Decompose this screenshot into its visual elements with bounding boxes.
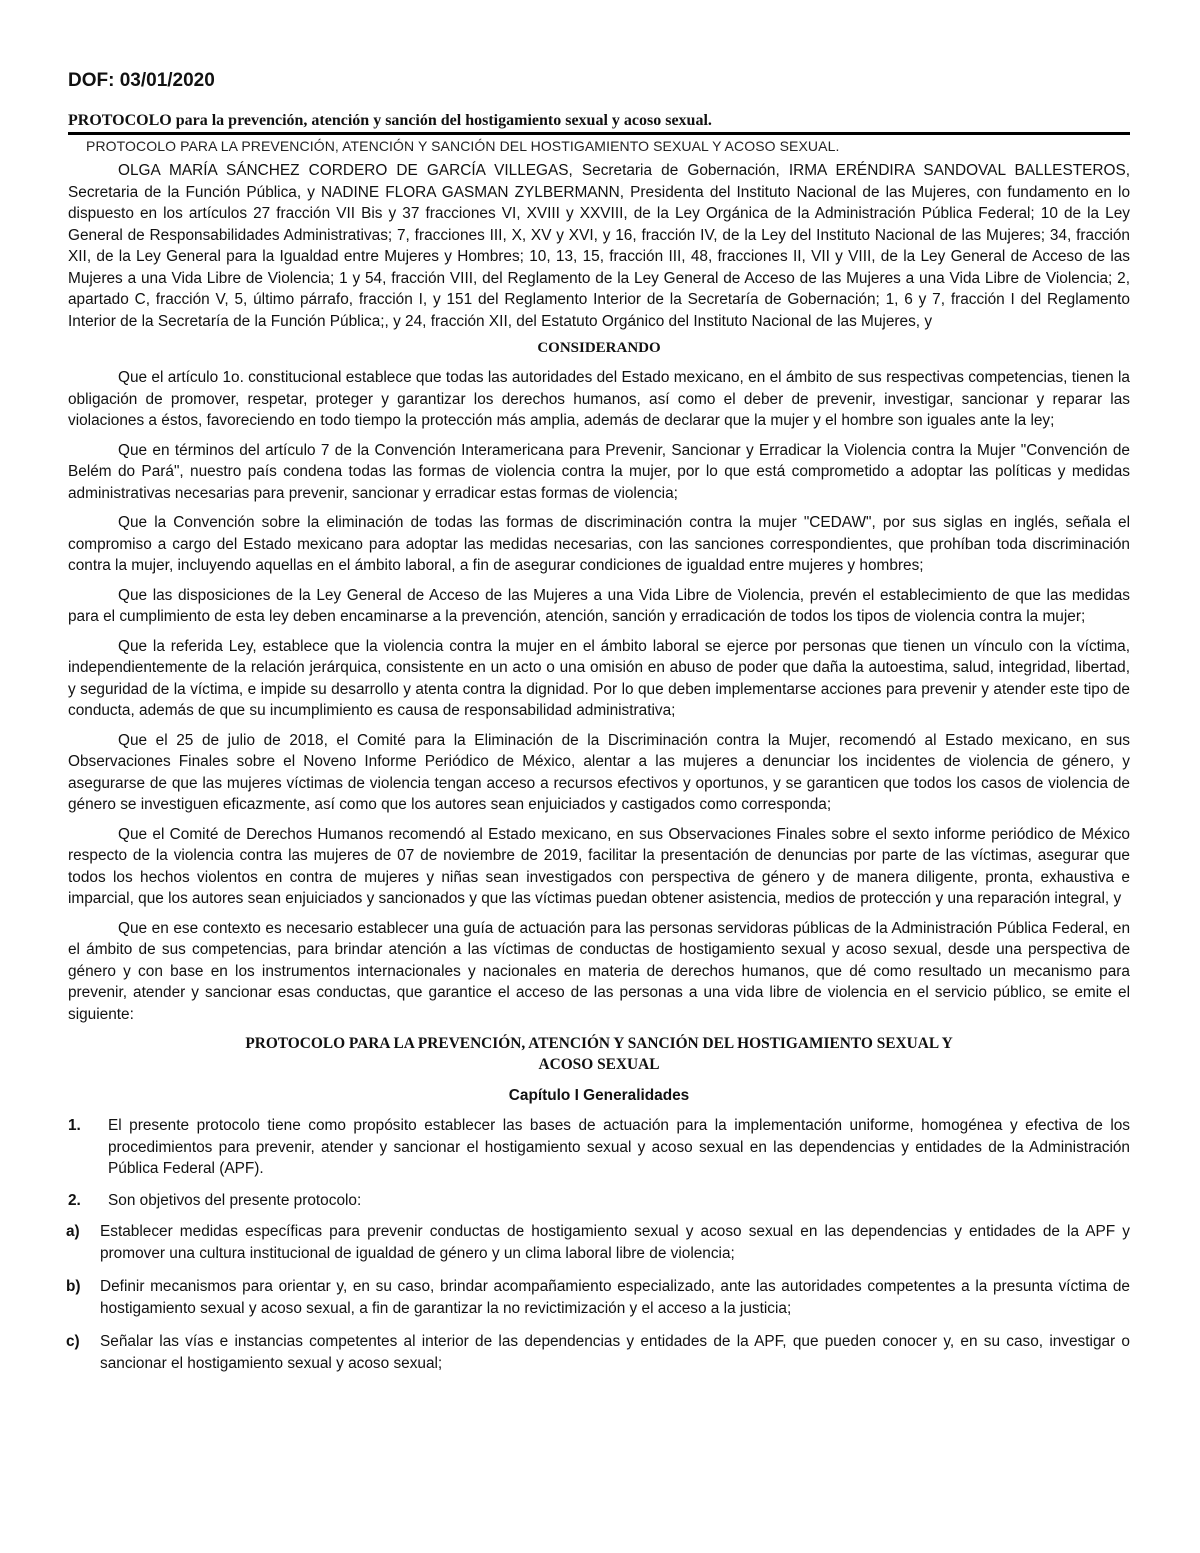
item-text: El presente protocolo tiene como propósito establecer las bases de actuación para la implementación uniforme, homogénea y efectiva de los procedimientos para prevenir, atender y sancionar el hostigamiento sexual y acoso sexual en las dependencias y entidades de la Administración Pública Federal (APF). xyxy=(108,1117,1130,1177)
protocol-heading-line-2: ACOSO SEXUAL xyxy=(538,1056,660,1073)
considerando-paragraph: Que las disposiciones de la Ley General de Acceso de las Mujeres a una Vida Libre de Violencia, prevén el establecimiento de que las medidas para el cumplimiento de esta ley deben encaminarse a la prevención, atención, sanción y erradicación de todos los tipos de violencia contra la mujer; xyxy=(68,586,1130,625)
considerando-heading: CONSIDERANDO xyxy=(537,340,661,356)
intro-paragraph: OLGA MARÍA SÁNCHEZ CORDERO DE GARCÍA VILLEGAS, Secretaria de Gobernación, IRMA ERÉNDIRA SANDOVAL BALLESTEROS, Secretaria de la Función Pública, y NADINE FLORA GASMAN ZYLBERMANN, Presidenta del Instituto Nacional de las Mujeres, con fundamento en lo dispuesto en los artículos 27 fracción VII Bis y 37 fracciones VI, XVIII y XXVIII, de la Ley Orgánica de la Administración Pública Federal; 10 de la Ley General de Responsabilidades Administrativas; 7, fracciones III, X, XV y XVI, y 16, fracción IV, de la Ley del Instituto Nacional de las Mujeres; 34, fracción XII, de la Ley General para la Igualdad entre Mujeres y Hombres; 10, 13, 15, fracción III, 48, fracciones II, VII y VIII, de la Ley General de Acceso de las Mujeres a una Vida Libre de Violencia; 1 y 54, fracción VIII, del Reglamento de la Ley General de Acceso de las Mujeres a una Vida Libre de Violencia; 2, apartado C, fracción V, 5, último párrafo, fracción I, y 151 del Reglamento Interior de la Secretaría de Gobernación; 1, 6 y 7, fracción I del Reglamento Interior de la Secretaría de la Función Pública;, y 24, fracción XII, del Estatuto Orgánico del Instituto Nacional de las Mujeres, y xyxy=(68,162,1130,330)
document-subtitle: PROTOCOLO PARA LA PREVENCIÓN, ATENCIÓN Y SANCIÓN DEL HOSTIGAMIENTO SEXUAL Y ACOSO SEXUAL. xyxy=(86,138,840,154)
lettered-list xyxy=(68,1221,1130,1374)
item-letter: c) xyxy=(66,1333,80,1350)
lettered-item xyxy=(66,1331,1130,1374)
item-text: Definir mecanismos para orientar y, en su caso, brindar acompañamiento especializado, ante las autoridades competentes a la presunta víctima de hostigamiento sexual y acoso sexual, a fin de garantizar la no revictimización y el acceso a la justicia; xyxy=(100,1278,1130,1317)
document-title: PROTOCOLO para la prevención, atención y sanción del hostigamiento sexual y acoso sexual. xyxy=(68,112,1130,135)
protocol-heading-line-1: PROTOCOLO PARA LA PREVENCIÓN, ATENCIÓN Y SANCIÓN DEL HOSTIGAMIENTO SEXUAL Y xyxy=(245,1035,953,1052)
considerando-paragraph: Que en términos del artículo 7 de la Convención Interamericana para Prevenir, Sancionar y Erradicar la Violencia contra la Mujer "Convención de Belém do Pará", nuestro país condena todas las formas de violencia contra la mujer, por lo que está comprometido a adoptar las políticas y medidas administrativas necesarias para prevenir, sancionar y erradicar estas formas de violencia; xyxy=(68,441,1130,502)
document-page xyxy=(68,70,1130,1386)
considerando-paragraph: Que el 25 de julio de 2018, el Comité para la Eliminación de la Discriminación contra la Mujer, recomendó al Estado mexicano, en sus Observaciones Finales sobre el Noveno Informe Periódico de México, alentar a las mujeres a denunciar los incidentes de violencia de género, y asegurarse de que las mujeres víctimas de violencia tengan acceso a recursos efectivos y oportunos, y se garanticen que todos los casos de violencia de género se investiguen eficazmente, así como que los autores sean enjuiciados y castigados como corresponda; xyxy=(68,731,1130,813)
item-text: Señalar las vías e instancias competentes al interior de las dependencias y entidades de la APF, que pueden conocer y, en su caso, investigar o sancionar el hostigamiento sexual y acoso sexual; xyxy=(100,1333,1130,1372)
chapter-heading: Capítulo I Generalidades xyxy=(508,1087,690,1104)
numbered-item xyxy=(68,1190,1130,1212)
item-text: Son objetivos del presente protocolo: xyxy=(108,1191,362,1209)
considerando-paragraph: Que la Convención sobre la eliminación de todas las formas de discriminación contra la mujer "CEDAW", por sus siglas en inglés, señala el compromiso a cargo del Estado mexicano para adoptar las medidas necesarias, con las sanciones correspondientes, que prohíban toda discriminación contra la mujer, incluyendo aquellas en el ámbito laboral, a fin de asegurar condiciones de igualdad entre mujeres y hombres; xyxy=(68,514,1130,574)
protocol-heading xyxy=(68,1033,1130,1075)
lettered-item xyxy=(66,1276,1130,1319)
considerando-paragraph: Que el Comité de Derechos Humanos recomendó al Estado mexicano, en sus Observaciones Finales sobre el sexto informe periódico de México respecto de la violencia contra las mujeres de 07 de noviembre de 2019, facilitar la presentación de denuncias por parte de las víctimas, asegurar que todos los hechos violentos en contra de mujeres y niñas sean investigados con perspectiva de género y de manera diligente, pronta, exhaustiva e imparcial, que los autores sean enjuiciados y sancionados y que las víctimas puedan obtener asistencia, medios de protección y una reparación integral, y xyxy=(68,825,1130,907)
numbered-list xyxy=(68,1115,1130,1211)
item-number: 1. xyxy=(68,1117,81,1134)
considerando-paragraph: Que el artículo 1o. constitucional establece que todas las autoridades del Estado mexicano, en el ámbito de sus respectivas competencias, tienen la obligación de promover, respetar, proteger y garantizar los derechos humanos, así como el deber de prevenir, investigar, sancionar y reparar las violaciones a éstos, favoreciendo en todo tiempo la protección más amplia, además de declarar que la mujer y el hombre son iguales ante la ley; xyxy=(68,369,1130,429)
item-letter: b) xyxy=(66,1278,81,1295)
dof-date: DOF: 03/01/2020 xyxy=(68,70,215,91)
item-text: Establecer medidas específicas para prevenir conductas de hostigamiento sexual y acoso sexual en las dependencias y entidades de la APF y promover una cultura institucional de igualdad de género y un clima laboral libre de violencia; xyxy=(100,1223,1130,1262)
lettered-item xyxy=(66,1221,1130,1264)
considerando-paragraph: Que en ese contexto es necesario establecer una guía de actuación para las personas servidoras públicas de la Administración Pública Federal, en el ámbito de sus competencias, para brindar atención a las víctimas de conductas de hostigamiento sexual y acoso sexual, desde una perspectiva de género y con base en los instrumentos internacionales y nacionales en materia de derechos humanos, que dé como resultado un mecanismo para prevenir, atender y sancionar esas conductas, que garantice el acceso de las personas a una vida libre de violencia en el servicio público, se emite el siguiente: xyxy=(68,919,1130,1023)
considerando-paragraph: Que la referida Ley, establece que la violencia contra la mujer en el ámbito laboral se ejerce por personas que tienen un vínculo con la víctima, independientemente de la relación jerárquica, consistente en un acto o una omisión en abuso de poder que daña la autoestima, salud, integridad, libertad, y seguridad de la víctima, e impide su desarrollo y atenta contra la dignidad. Por lo que deben implementarse acciones para prevenir y atender este tipo de conducta, además de que su incumplimiento es causa de responsabilidad administrativa; xyxy=(68,637,1130,719)
item-number: 2. xyxy=(68,1191,81,1209)
numbered-item xyxy=(68,1115,1130,1180)
item-letter: a) xyxy=(66,1223,80,1240)
